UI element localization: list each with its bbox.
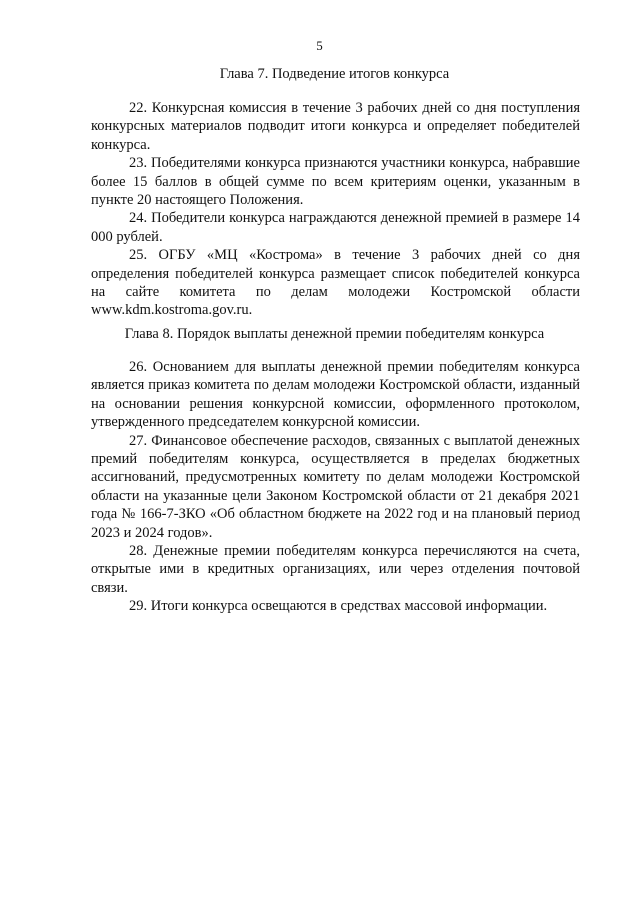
paragraph-28: 28. Денежные премии победителям конкурса перечисляются на счета, открытые ими в кредитных организациях, или через отделения почтовой связи. <box>91 543 580 596</box>
chapter-7-body <box>91 99 580 320</box>
paragraph-29: 29. Итоги конкурса освещаются в средствах массовой информации. <box>129 598 548 615</box>
page-number: 5 <box>316 38 323 53</box>
paragraph-24: 24. Победители конкурса награждаются денежной премией в размере 14 000 рублей. <box>91 210 580 245</box>
chapter-7-title: Глава 7. Подведение итогов конкурса <box>219 66 450 82</box>
paragraph-25: 25. ОГБУ «МЦ «Кострома» в течение 3 рабочих дней со дня определения победителей конкурса размещает список победителей конкурса на сайте комитета по делам молодежи Костромской области www.kdm.kostroma.gov.ru. <box>91 247 580 319</box>
paragraph-26: 26. Основанием для выплаты денежной премии победителям конкурса является приказ комитета по делам молодежи Костромской области, изданный на основании решения конкурсной комиссии, оформленного протоколом, утвержденного председателем конкурсной комиссии. <box>91 359 580 431</box>
chapter-8-title: Глава 8. Порядок выплаты денежной премии победителям конкурса <box>124 326 545 342</box>
paragraph-27: 27. Финансовое обеспечение расходов, связанных с выплатой денежных премий победителям конкурса, осуществляется в пределах бюджетных ассигнований, предусмотренных комитету по делам молодежи Костромской области на указанные цели Законом Костромской области от 21 декабря 2021 года № 166-7-ЗКО «Об областном бюджете на 2022 год и на плановый период 2023 и 2024 годов». <box>91 432 580 541</box>
chapter-8-body <box>91 358 580 616</box>
paragraph-22: 22. Конкурсная комиссия в течение 3 рабочих дней со дня поступления конкурсных материалов подводит итоги конкурса и определяет победителей конкурса. <box>91 100 580 153</box>
paragraph-23: 23. Победителями конкурса признаются участники конкурса, набравшие более 15 баллов в общей сумме по всем критериям оценки, указанным в пункте 20 настоящего Положения. <box>91 155 580 209</box>
